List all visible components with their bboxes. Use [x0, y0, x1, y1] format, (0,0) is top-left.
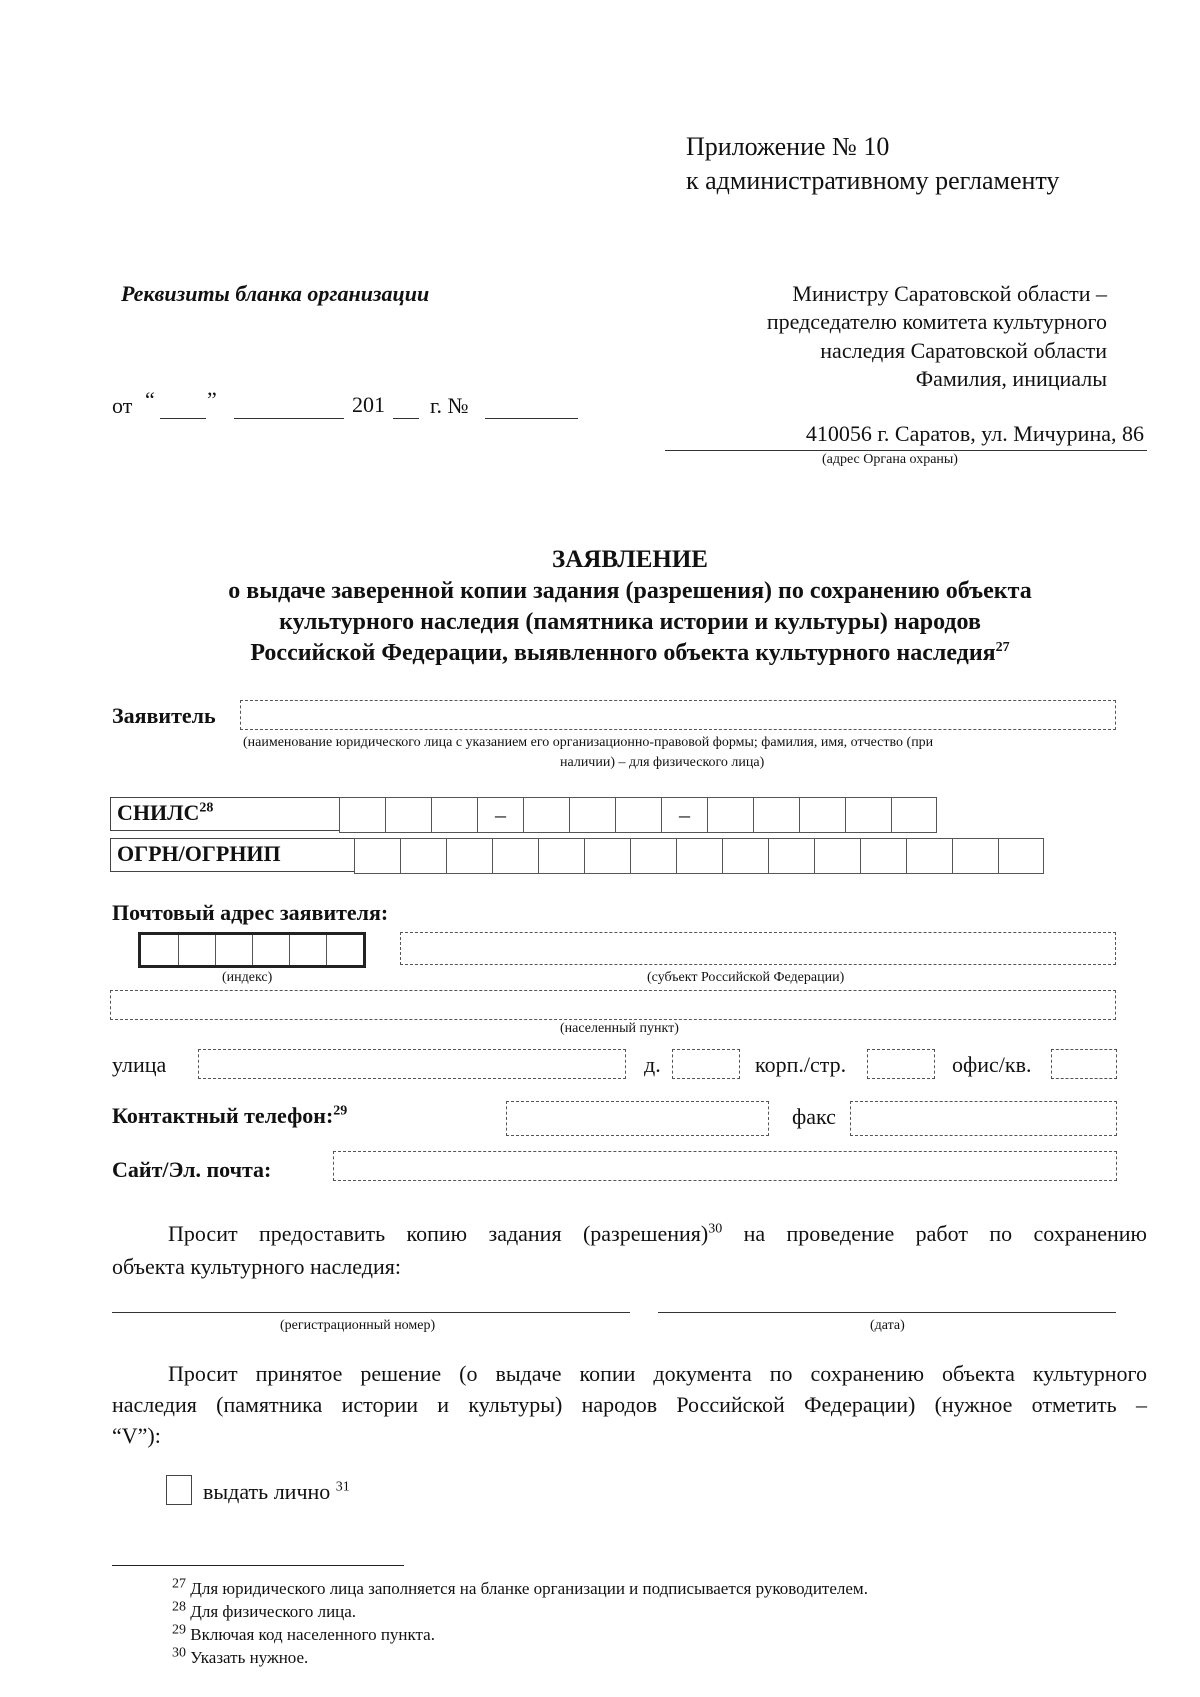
footnote-ref-31: 31: [335, 1479, 350, 1495]
form-subtitle-line2: культурного наследия (памятника истории и культуры) народов: [279, 609, 981, 635]
building-label: корп./стр.: [755, 1052, 847, 1077]
ogrn-cell[interactable]: [584, 839, 630, 873]
index-cell[interactable]: [252, 935, 289, 965]
form-subtitle-line3: [0, 640, 1200, 667]
footnotes: [172, 1577, 868, 1669]
addressee-line4: Фамилия, инициалы: [915, 366, 1107, 391]
date-quote-open: “: [145, 387, 155, 412]
ogrn-cell[interactable]: [354, 839, 400, 873]
index-cell[interactable]: [141, 935, 178, 965]
phone-label: [112, 1103, 347, 1129]
footnote-number: 27: [172, 1576, 186, 1592]
request1-text-before: Просит предоставить копию задания (разрешения): [168, 1221, 709, 1246]
subject-caption: (субъект Российской Федерации): [647, 970, 845, 985]
appendix-reference: к административному регламенту: [686, 166, 1060, 195]
snils-cell[interactable]: [753, 798, 799, 832]
locality-input[interactable]: [110, 990, 1116, 1020]
footnote-item: [172, 1623, 868, 1646]
request2-line1: Просит принятое решение (о выдаче копии документа по сохранению объекта культурного: [168, 1361, 1147, 1386]
deliver-personally-checkbox[interactable]: [166, 1475, 192, 1505]
snils-label-text: СНИЛС: [117, 800, 200, 825]
snils-label: [110, 797, 340, 831]
index-cell[interactable]: [326, 935, 363, 965]
appendix-number: Приложение № 10: [686, 132, 890, 161]
snils-cell[interactable]: [523, 798, 569, 832]
doc-number-field[interactable]: [485, 418, 578, 419]
snils-cell[interactable]: [707, 798, 753, 832]
footnote-item: [172, 1600, 868, 1623]
snils-cell[interactable]: [569, 798, 615, 832]
ogrn-cell[interactable]: [906, 839, 952, 873]
applicant-caption-line1: (наименование юридического лица с указанием его организационно-правовой формы; фамилия, имя, отчество (при: [243, 735, 934, 750]
office-label: офис/кв.: [952, 1052, 1032, 1077]
ogrn-input[interactable]: [354, 838, 1044, 874]
footnote-text: Включая код населенного пункта.: [186, 1625, 435, 1644]
form-title: ЗАЯВЛЕНИЕ: [552, 546, 708, 573]
footnote-ref-30: 30: [708, 1221, 723, 1237]
ogrn-cell[interactable]: [860, 839, 906, 873]
snils-cell[interactable]: –: [477, 798, 523, 832]
request1-line1: [112, 1217, 1147, 1251]
ogrn-cell[interactable]: [446, 839, 492, 873]
snils-cell[interactable]: [385, 798, 431, 832]
office-input[interactable]: [1051, 1049, 1117, 1079]
index-cell[interactable]: [178, 935, 215, 965]
footnote-ref-28: 28: [199, 800, 214, 816]
request1-line2: объекта культурного наследия:: [112, 1254, 401, 1279]
addressee-line2: председателю комитета культурного: [766, 309, 1107, 334]
request2-line3: “V”):: [112, 1423, 161, 1448]
phone-input[interactable]: [506, 1101, 769, 1136]
snils-cell[interactable]: [615, 798, 661, 832]
date-day-field[interactable]: [160, 418, 206, 419]
footnote-ref-29: 29: [333, 1103, 348, 1119]
site-email-input[interactable]: [333, 1151, 1117, 1181]
date-month-field[interactable]: [234, 418, 344, 419]
footnote-text: Для физического лица.: [186, 1602, 357, 1621]
applicant-name-input[interactable]: [240, 700, 1116, 730]
applicant-label: Заявитель: [112, 703, 216, 728]
snils-input[interactable]: [339, 797, 937, 833]
locality-caption: (населенный пункт): [560, 1021, 679, 1036]
ogrn-cell[interactable]: [538, 839, 584, 873]
building-input[interactable]: [867, 1049, 935, 1079]
addressee-line1: Министру Саратовской области –: [792, 281, 1107, 306]
snils-cell[interactable]: [799, 798, 845, 832]
ogrn-cell[interactable]: [676, 839, 722, 873]
snils-cell[interactable]: [431, 798, 477, 832]
fax-input[interactable]: [850, 1101, 1117, 1136]
addressee-line3: наследия Саратовской области: [820, 338, 1107, 363]
date-quote-close: ”: [207, 387, 217, 412]
date-from-label: от: [112, 393, 133, 418]
request2-line2: наследия (памятника истории и культуры) народов Российской Федерации) (нужное отметить –: [112, 1392, 1147, 1417]
snils-cell[interactable]: –: [661, 798, 707, 832]
deliver-personally-label: [203, 1479, 350, 1505]
organ-address-line: [665, 450, 1147, 451]
house-input[interactable]: [672, 1049, 740, 1079]
index-cell[interactable]: [215, 935, 252, 965]
ogrn-cell[interactable]: [768, 839, 814, 873]
snils-cell[interactable]: [845, 798, 891, 832]
street-label: улица: [112, 1052, 167, 1077]
ogrn-label: [110, 838, 355, 872]
footnote-separator: [112, 1565, 404, 1566]
registration-number-caption: (регистрационный номер): [280, 1318, 436, 1333]
ogrn-cell[interactable]: [814, 839, 860, 873]
subject-input[interactable]: [400, 932, 1116, 965]
footnote-text: Для юридического лица заполняется на бланке организации и подписывается руководителем.: [186, 1579, 868, 1598]
snils-cell[interactable]: [891, 798, 937, 832]
street-input[interactable]: [198, 1049, 626, 1079]
index-caption: (индекс): [222, 970, 273, 985]
snils-cell[interactable]: [339, 798, 385, 832]
form-subtitle-line3-text: Российской Федерации, выявленного объекта культурного наследия: [250, 640, 996, 666]
ogrn-cell[interactable]: [630, 839, 676, 873]
ogrn-cell[interactable]: [952, 839, 998, 873]
ogrn-cell[interactable]: [492, 839, 538, 873]
footnote-item: [172, 1646, 868, 1669]
form-subtitle-line1: о выдаче заверенной копии задания (разрешения) по сохранению объекта: [228, 578, 1032, 604]
organ-address: 410056 г. Саратов, ул. Мичурина, 86: [805, 421, 1144, 446]
letterhead-label: Реквизиты бланка организации: [121, 281, 430, 306]
footnote-item: [172, 1577, 868, 1600]
index-cell[interactable]: [289, 935, 326, 965]
date-year-field[interactable]: [393, 418, 419, 419]
organ-address-caption: (адрес Органа охраны): [822, 452, 958, 467]
footnote-ref-27: 27: [995, 640, 1010, 655]
ogrn-cell[interactable]: [722, 839, 768, 873]
date-year-label: 201: [352, 392, 385, 417]
site-email-label: Сайт/Эл. почта:: [112, 1157, 272, 1182]
postal-index-input[interactable]: [138, 932, 366, 968]
footnote-text: Указать нужное.: [186, 1648, 309, 1667]
fax-label: факс: [792, 1104, 836, 1129]
date-number-label: г. №: [430, 393, 469, 418]
registration-number-field[interactable]: [112, 1312, 630, 1313]
ogrn-cell[interactable]: [400, 839, 446, 873]
footnote-number: 29: [172, 1622, 186, 1638]
postal-heading: Почтовый адрес заявителя:: [112, 900, 389, 925]
applicant-caption-line2: наличии) – для физического лица): [560, 755, 765, 770]
deliver-personally-text: выдать лично: [203, 1479, 331, 1504]
ogrn-label-text: ОГРН/ОГРНИП: [117, 841, 281, 866]
footnote-number: 28: [172, 1599, 186, 1615]
house-label: д.: [644, 1052, 661, 1077]
ogrn-cell[interactable]: [998, 839, 1044, 873]
date-field[interactable]: [658, 1312, 1116, 1313]
date-caption: (дата): [870, 1318, 905, 1333]
footnote-number: 30: [172, 1645, 186, 1661]
phone-label-text: Контактный телефон:: [112, 1103, 334, 1128]
request1-text-after: на проведение работ по сохранению: [722, 1221, 1147, 1246]
